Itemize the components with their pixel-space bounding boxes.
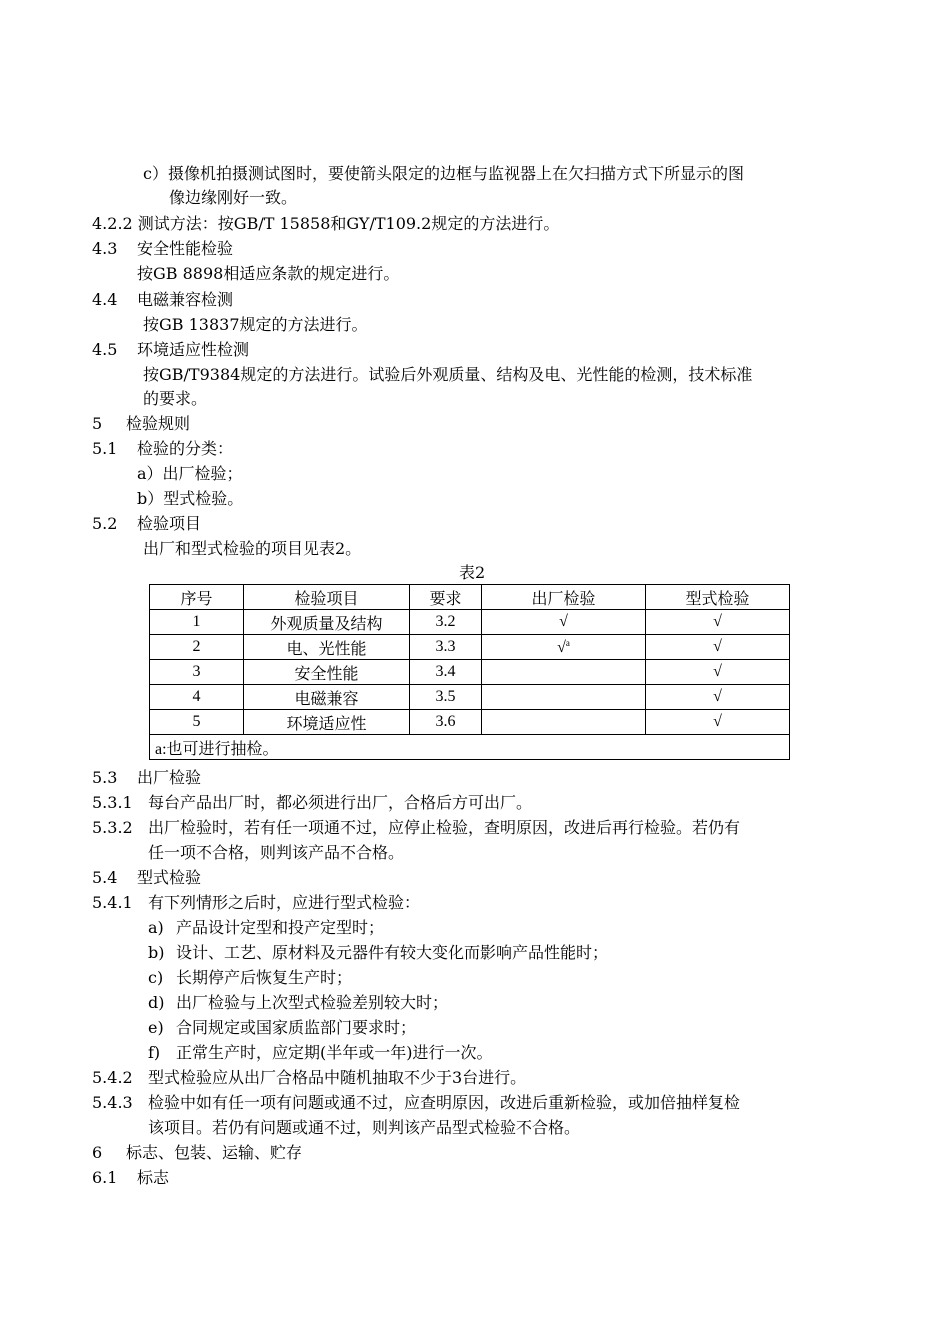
section-title: 检验项目 (137, 514, 202, 533)
list-marker: b) (148, 943, 165, 962)
table-row (150, 610, 790, 635)
list-marker: e) (148, 1018, 164, 1037)
table-note-row (150, 735, 790, 760)
table-header: 序号 (150, 585, 244, 610)
table-cell: 2 (150, 635, 244, 660)
section-number: 6 (92, 1143, 103, 1162)
table-cell: 3.3 (410, 635, 482, 660)
list-item: 正常生产时，应定期(半年或一年)进行一次。 (176, 1043, 493, 1062)
section-title: 出厂检验 (137, 768, 202, 787)
section-title: 电磁兼容检测 (137, 290, 234, 309)
table-header: 出厂检验 (482, 585, 646, 610)
table-row (150, 685, 790, 710)
section-number: 5.1 (92, 439, 118, 458)
table-cell: 安全性能 (244, 660, 410, 685)
section-number: 4.5 (92, 340, 118, 359)
section-title: 安全性能检验 (137, 239, 234, 258)
table-cell: 3.4 (410, 660, 482, 685)
section-number: 5.3.2 (92, 818, 133, 837)
section-title: 标志、包装、运输、贮存 (126, 1143, 303, 1162)
table-cell: 3.6 (410, 710, 482, 735)
list-marker: d) (148, 993, 165, 1012)
section-number: 4.3 (92, 239, 118, 258)
table-cell: 环境适应性 (244, 710, 410, 735)
table-cell: 电、光性能 (244, 635, 410, 660)
table-cell: √ (646, 685, 790, 710)
table-cell: 3 (150, 660, 244, 685)
paragraph: 有下列情形之后时，应进行型式检验： (148, 893, 421, 912)
list-item-c-cont: 像边缘刚好一致。 (169, 188, 298, 207)
paragraph: 检验中如有任一项有问题或通不过，应查明原因，改进后重新检验，或加倍抽样复检 (148, 1093, 741, 1112)
table-cell (482, 635, 646, 660)
paragraph-cont: 该项目。若仍有问题或通不过，则判该产品型式检验不合格。 (148, 1118, 581, 1137)
table-footnote: a:也可进行抽检。 (150, 735, 790, 760)
table-header: 型式检验 (646, 585, 790, 610)
section-number: 5.4.1 (92, 893, 133, 912)
list-marker: f) (148, 1043, 161, 1062)
footnote-marker: a (565, 637, 570, 648)
list-item: 设计、工艺、原材料及元器件有较大变化而影响产品性能时； (176, 943, 609, 962)
section-title: 检验的分类： (137, 439, 234, 458)
list-item: 出厂检验与上次型式检验差别较大时； (176, 993, 449, 1012)
paragraph: 出厂和型式检验的项目见表2。 (143, 539, 362, 558)
section-number: 5.4 (92, 868, 118, 887)
list-item: 长期停产后恢复生产时； (176, 968, 353, 987)
section-number: 5.2 (92, 514, 118, 533)
table-cell (482, 660, 646, 685)
table-cell: √ (646, 710, 790, 735)
section-4-2-2: 4.2.2 测试方法：按GB/T 15858和GY/T109.2规定的方法进行。 (92, 214, 560, 233)
section-title: 检验规则 (126, 414, 191, 433)
paragraph-cont: 的要求。 (143, 389, 208, 408)
paragraph: 按GB/T9384规定的方法进行。试验后外观质量、结构及电、光性能的检测，技术标准 (143, 365, 753, 384)
table-cell (482, 685, 646, 710)
inspection-table (149, 584, 790, 760)
table-header: 检验项目 (244, 585, 410, 610)
paragraph: 按GB 8898相适应条款的规定进行。 (137, 264, 400, 283)
list-item-c: c）摄像机拍摄测试图时，要使箭头限定的边框与监视器上在欠扫描方式下所显示的图 (143, 164, 744, 183)
section-number: 4.4 (92, 290, 118, 309)
section-number: 5 (92, 414, 103, 433)
section-number: 5.3.1 (92, 793, 133, 812)
paragraph: 型式检验应从出厂合格品中随机抽取不少于3台进行。 (148, 1068, 527, 1087)
section-number: 5.4.2 (92, 1068, 133, 1087)
section-title: 型式检验 (137, 868, 202, 887)
list-item: 产品设计定型和投产定型时； (176, 918, 385, 937)
paragraph: 按GB 13837规定的方法进行。 (143, 315, 368, 334)
paragraph: 每台产品出厂时，都必须进行出厂，合格后方可出厂。 (148, 793, 533, 812)
table-row (150, 635, 790, 660)
list-item: a）出厂检验； (137, 464, 243, 483)
check-mark: √ (557, 638, 566, 656)
table-header-row (150, 585, 790, 610)
paragraph: 出厂检验时，若有任一项通不过，应停止检验，查明原因，改进后再行检验。若仍有 (148, 818, 741, 837)
section-title: 环境适应性检测 (137, 340, 250, 359)
section-title: 标志 (137, 1168, 170, 1187)
table-cell (482, 710, 646, 735)
table-cell: √ (482, 610, 646, 635)
table-cell: 1 (150, 610, 244, 635)
table-cell: 5 (150, 710, 244, 735)
section-number: 5.4.3 (92, 1093, 133, 1112)
table-header: 要求 (410, 585, 482, 610)
section-number: 6.1 (92, 1168, 118, 1187)
list-marker: a) (148, 918, 164, 937)
table-row (150, 660, 790, 685)
table-cell: √ (646, 635, 790, 660)
table-caption: 表2 (459, 563, 486, 582)
table-cell: 3.2 (410, 610, 482, 635)
paragraph-cont: 任一项不合格，则判该产品不合格。 (148, 843, 405, 862)
table-cell: 外观质量及结构 (244, 610, 410, 635)
table-cell: √ (646, 660, 790, 685)
table-cell: 3.5 (410, 685, 482, 710)
table-cell: 4 (150, 685, 244, 710)
table-cell: 电磁兼容 (244, 685, 410, 710)
list-marker: c) (148, 968, 164, 987)
list-item: b）型式检验。 (137, 489, 244, 508)
table-row (150, 710, 790, 735)
list-item: 合同规定或国家质监部门要求时； (176, 1018, 417, 1037)
table-cell: √ (646, 610, 790, 635)
section-number: 5.3 (92, 768, 118, 787)
